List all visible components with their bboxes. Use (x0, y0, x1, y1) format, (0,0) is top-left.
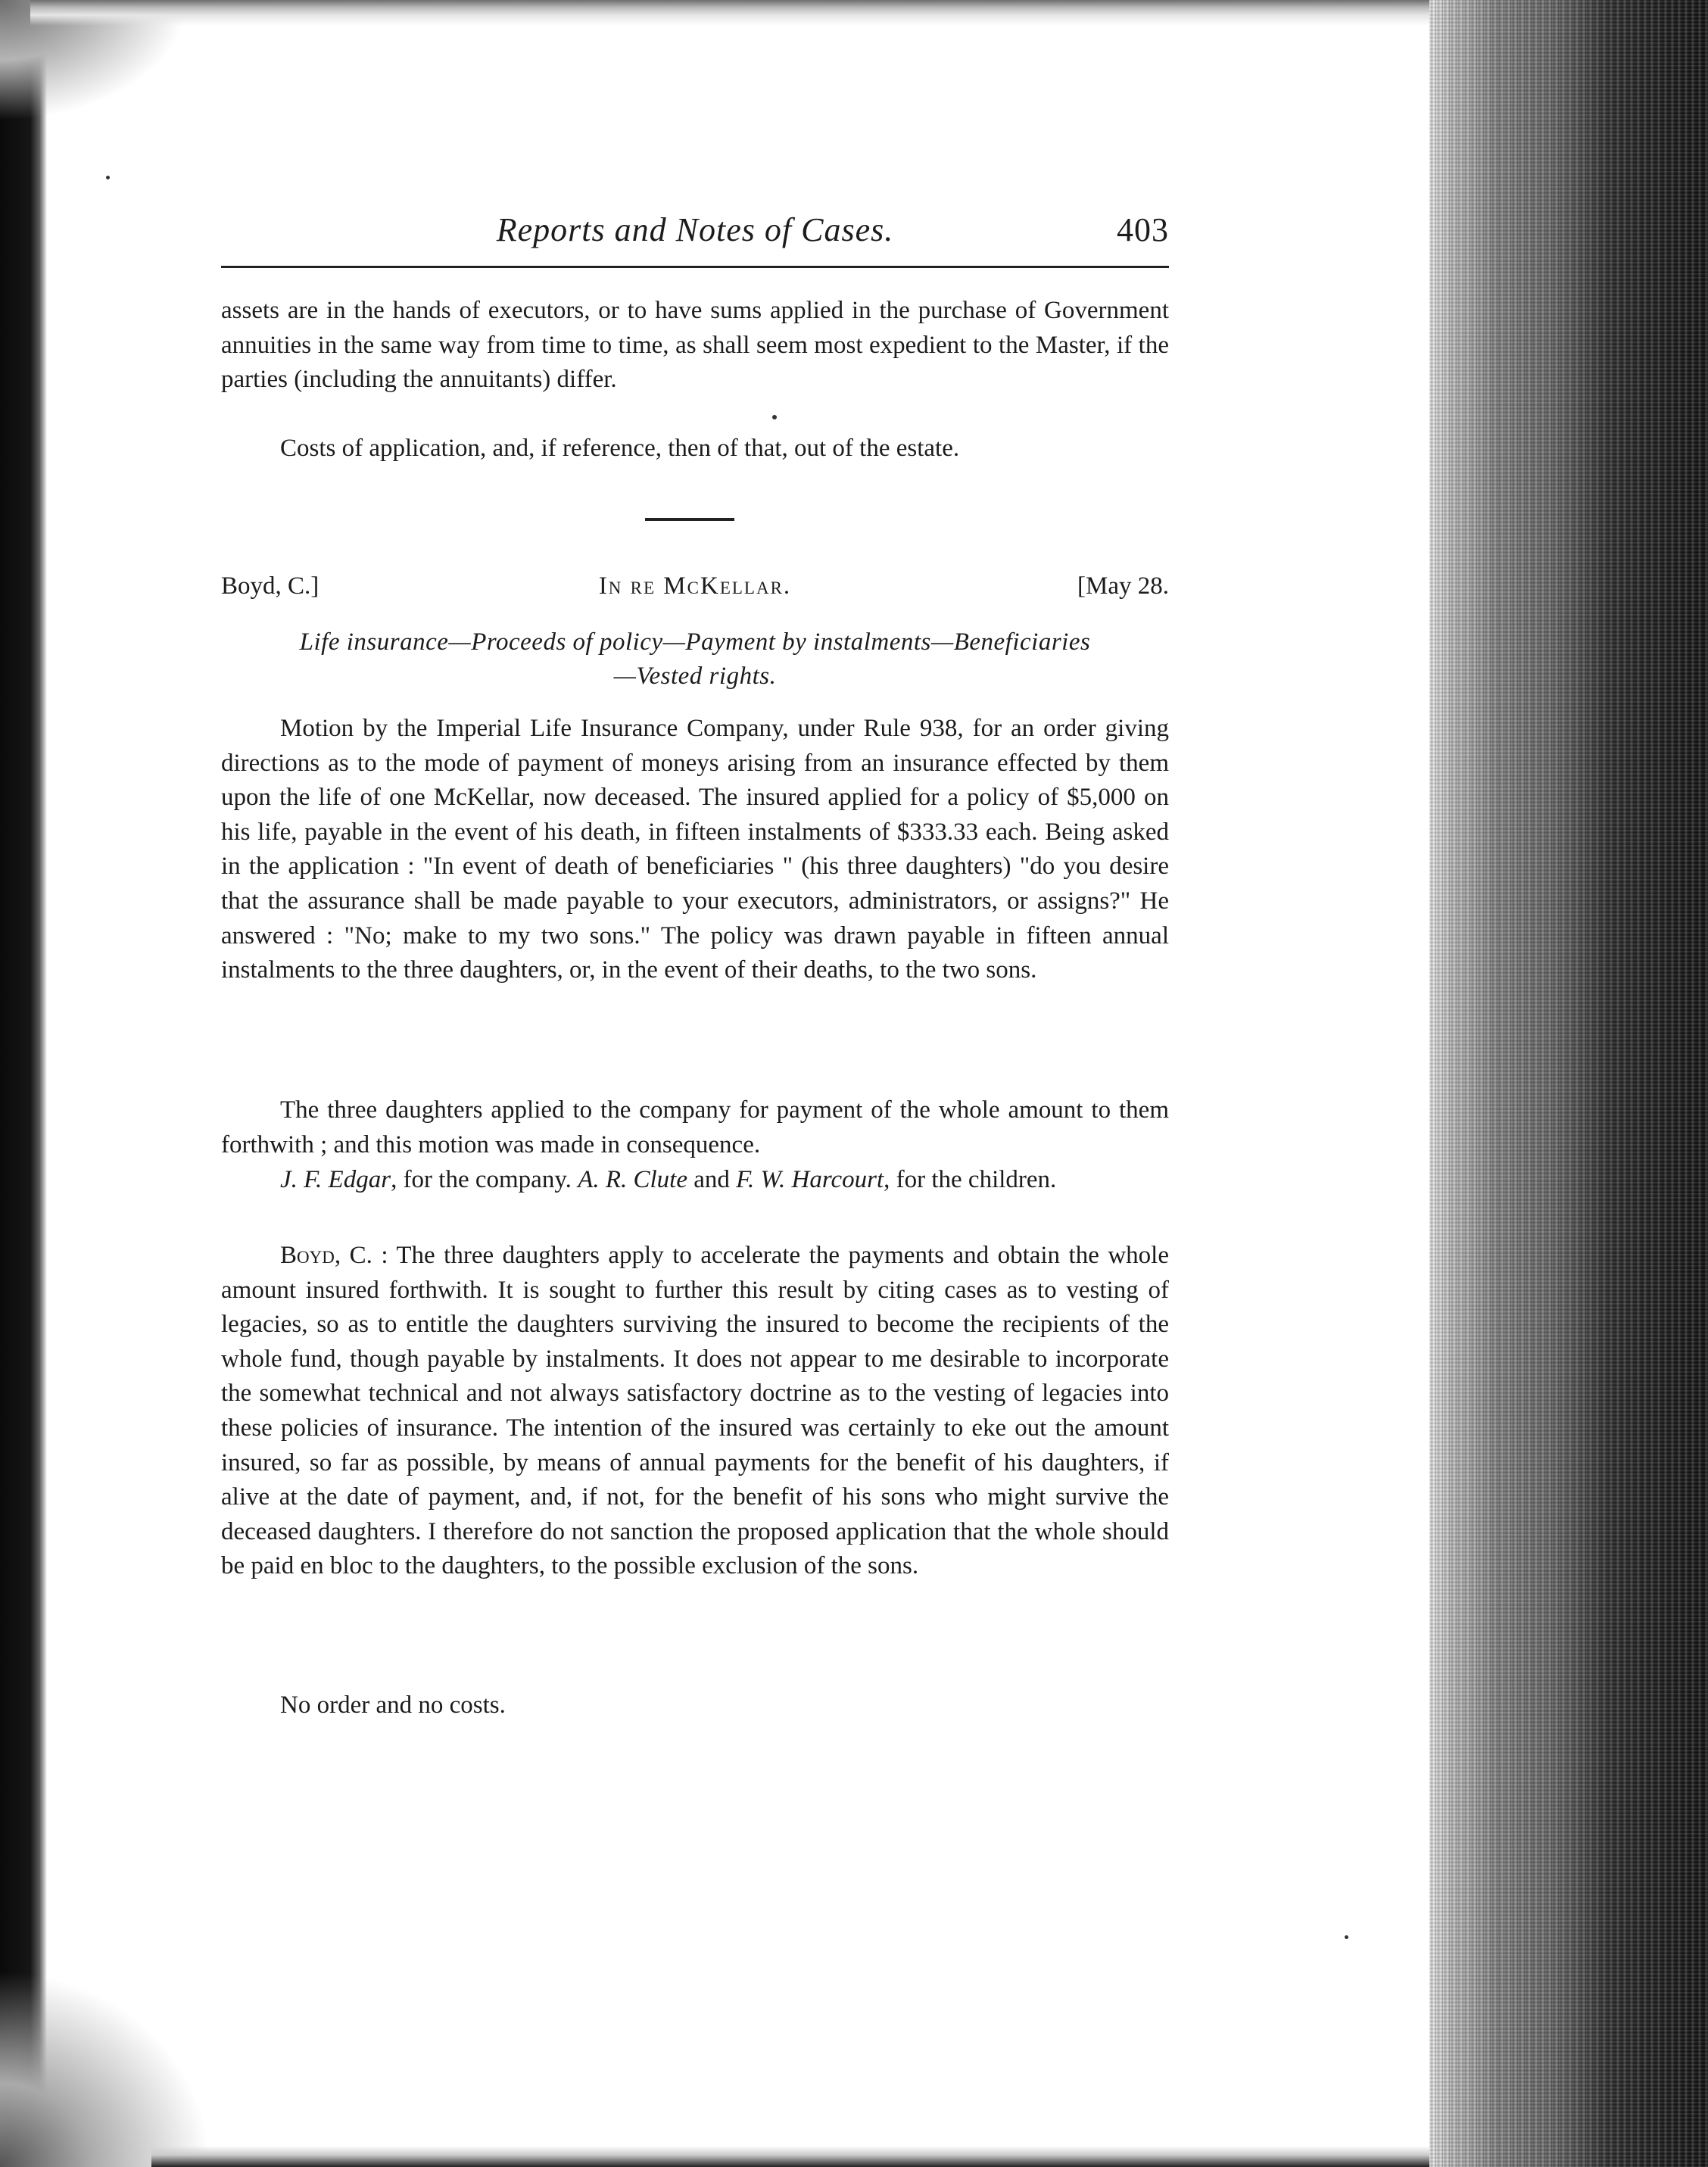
catchwords (221, 625, 1169, 694)
counsel-text: and (687, 1166, 737, 1193)
continuation-text: assets are in the hands of executors, or to have sums applied in the purchase of Government annuities in the same way from time to time, as shall seem most expedient to the Master, if the parties (including the annuitants) differ. (221, 297, 1169, 394)
case-judge: Boyd, C.] (221, 572, 319, 600)
case-name: In re McKellar. (598, 572, 792, 600)
counsel-name: A. R. Clute (578, 1166, 687, 1193)
scan-speck (106, 176, 110, 179)
motion-text: Motion by the Imperial Life Insurance Company, under Rule 938, for an order giving directions as to the mode of payment of moneys arising from an insurance effected by them upon the life of one McKellar, now deceased. The insured applied for a policy of $5,000 on his life, payable in the event of his death, in fifteen instalments of $333.33 each. Being asked in the application : "In event of death of beneficiaries " (his three daughters) "do you desire that the assurance shall be made payable to your executors, administrators, or assigns?" He answered : "No; make to my two sons." The policy was drawn payable in fifteen annual instalments to the three daughters, or, in the event of their deaths, to the two sons. (221, 715, 1169, 984)
page-number: 403 (1117, 211, 1169, 248)
application-text: The three daughters applied to the company for payment of the whole amount to them forthwith ; and this motion was made in consequence. (221, 1096, 1169, 1158)
counsel-text: , for the children. (884, 1166, 1057, 1193)
scan-speck (772, 415, 777, 419)
judgment-text: The three daughters apply to accelerate the payments and obtain the whole amount insured forthwith. It is sought to further this result by citing cases as to vesting of legacies, so as to entitle the daughters surviving the insured to become the recipients of the whole fund, though payable by instalments. It does not appear to me desirable to incorporate the somewhat technical and not always satisfactory doctrine as to the vesting of legacies into these policies of insurance. The intention of the insured was certainly to eke out the amount insured, so far as possible, by means of annual payments for the benefit of his daughters, if alive at the date of payment, and, if not, for the benefit of his sons who might survive the deceased daughters. I therefore do not sanction the proposed application that the whole should be paid en bloc to the daughters, to the possible exclusion of the sons. (221, 1242, 1169, 1580)
header-rule (221, 266, 1169, 268)
application-paragraph (221, 1093, 1169, 1162)
motion-paragraph (221, 712, 1169, 988)
running-title: Reports and Notes of Cases. (496, 211, 894, 248)
counsel-text: , for the company. (391, 1166, 578, 1193)
section-divider (645, 518, 734, 521)
counsel-paragraph (221, 1163, 1169, 1198)
case-date: [May 28. (1077, 572, 1169, 600)
book-page-edges (1429, 0, 1708, 2167)
judgment-paragraph (221, 1239, 1169, 1584)
costs-text: Costs of application, and, if reference, then of that, out of the estate. (280, 435, 960, 462)
case-heading (221, 566, 1169, 606)
costs-paragraph (221, 432, 1169, 466)
counsel-name: F. W. Harcourt (736, 1166, 884, 1193)
closing-text: No order and no costs. (280, 1692, 506, 1719)
closing-paragraph (221, 1688, 1169, 1723)
counsel-name: J. F. Edgar (280, 1166, 391, 1193)
catchwords-line-1: Life insurance—Proceeds of policy—Payment by instalments—Beneficiaries (299, 628, 1091, 656)
running-head (221, 206, 1169, 263)
judgment-speaker: Boyd, C. : (280, 1242, 388, 1269)
catchwords-line-2: —Vested rights. (613, 663, 777, 690)
continuation-paragraph (221, 294, 1169, 398)
scan-speck (1345, 1935, 1348, 1939)
